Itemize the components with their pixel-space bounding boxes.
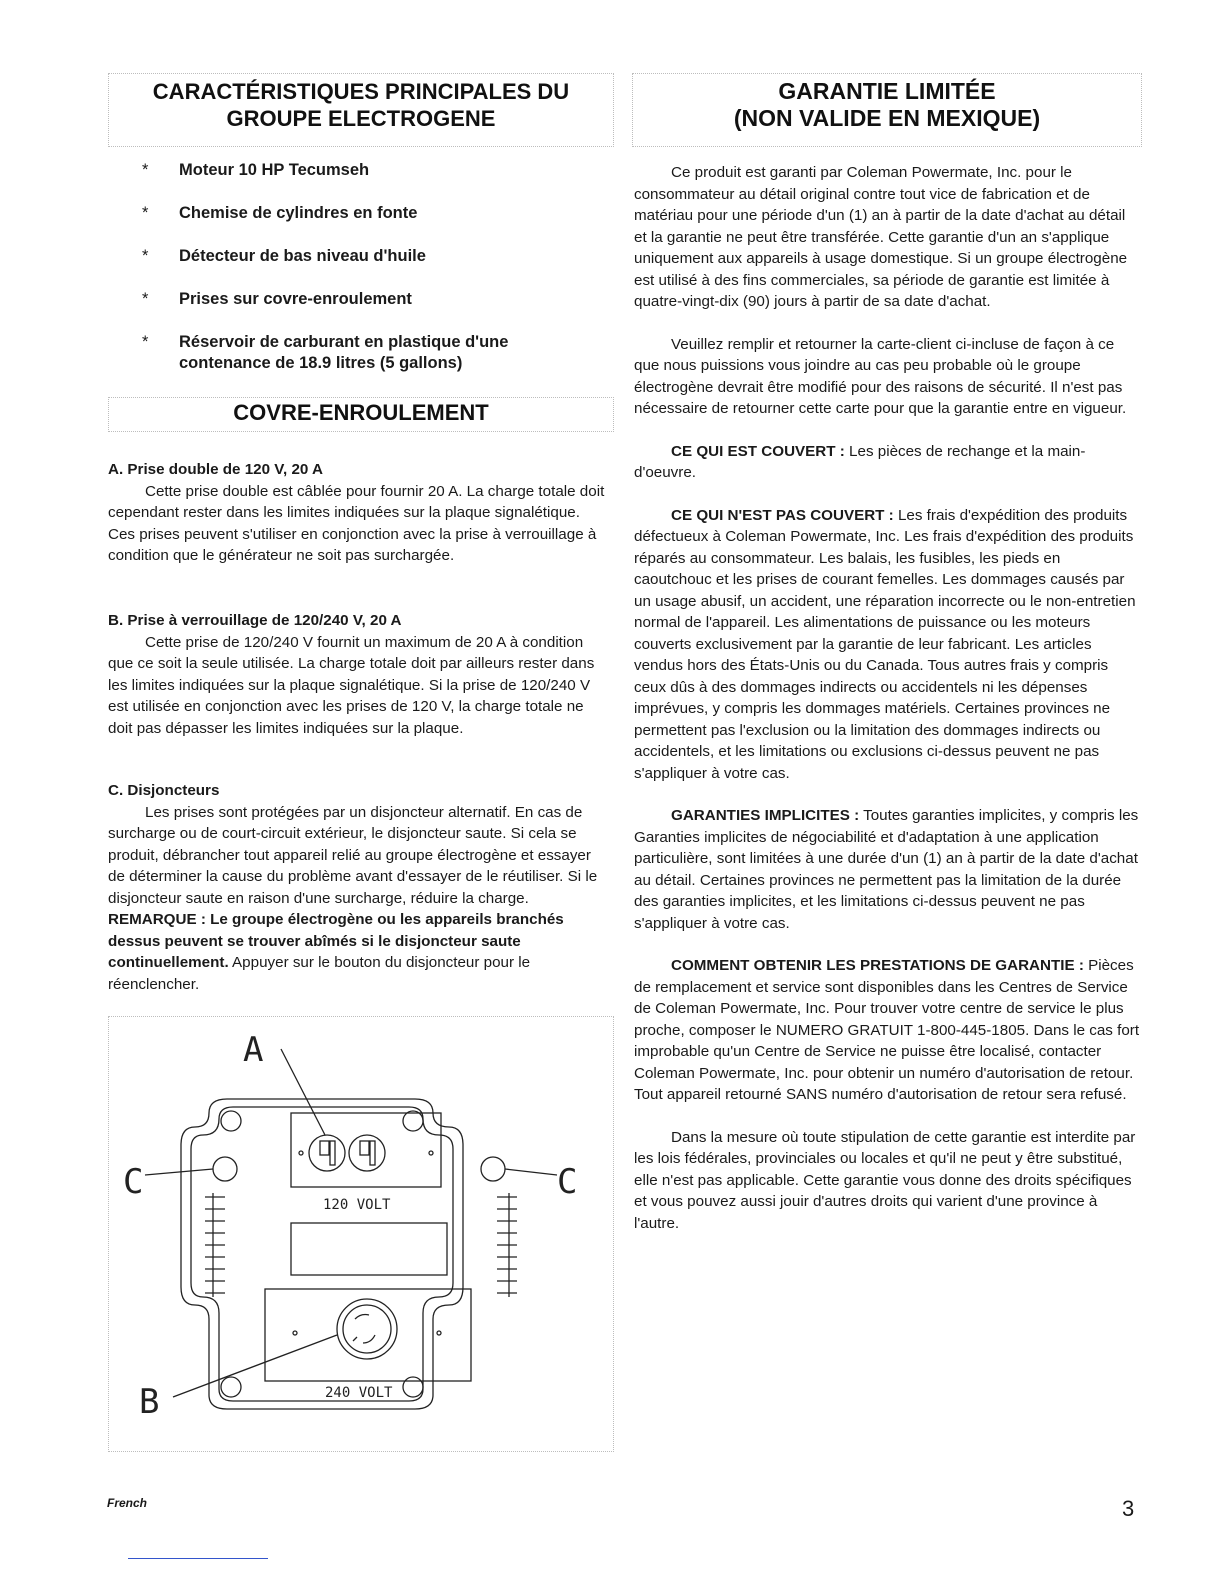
warranty-title-line2: (NON VALIDE EN MEXIQUE) [733, 105, 1041, 131]
feature-text: Chemise de cylindres en fonte [179, 204, 418, 222]
list-item [140, 289, 600, 310]
section-c [108, 780, 610, 995]
warranty-p2: Veuillez remplir et retourner la carte-client ci-incluse de façon à ce que nous puissions vous joindre au cas peu probable où le groupe électrogène devrait être modifié pour des raisons de sécurité. Il n'est pas nécessaire de retourner cette carte pour que la garantie entre en vigueur. [634, 335, 1127, 417]
page-number: 3 [1122, 1496, 1135, 1521]
section-a-heading: A. Prise double de 120 V, 20 A [108, 461, 323, 478]
remarque [108, 909, 610, 995]
bullet-star: * [142, 333, 149, 351]
feature-text: Détecteur de bas niveau d'huile [179, 247, 426, 265]
cover-title: COVRE-ENROULEMENT [233, 400, 489, 425]
section-a [108, 459, 610, 567]
section-b-text: Cette prise de 120/240 V fournit un maximum de 20 A à condition que ce soit la seule utilisée. La charge totale doit par ailleurs rester dans les limites indiquées sur la plaque signalétique. Si la prise de 120/240 V est utilisée en conjonction avec les prises de 120 V, la charge totale ne doit pas dépasser les limites indiquées sur la plaque. [108, 633, 595, 737]
footer-language: French [107, 1496, 148, 1510]
cover-title-box [108, 397, 614, 432]
remarque-bold: REMARQUE : Le groupe électrogène ou les appareils branchés dessus peuvent se trouver abîmés si le disjoncteur saute continuellement. [108, 911, 564, 971]
covered-text: Les pièces de rechange et la main-d'oeuvre. [634, 442, 1086, 481]
features-title-line1: CARACTÉRISTIQUES PRINCIPALES DU [152, 79, 570, 104]
feature-text: Prises sur covre-enroulement [179, 290, 412, 308]
service-label: COMMENT OBTENIR LES PRESTATIONS DE GARANTIE : [671, 957, 1084, 974]
leader-c-right [505, 1169, 557, 1175]
section-c-heading: C. Disjoncteurs [108, 782, 220, 799]
label-240-volt: 240 VOLT [325, 1385, 393, 1401]
panel-inner-outline [191, 1107, 453, 1401]
section-c-text: Les prises sont protégées par un disjoncteur alternatif. En cas de surcharge ou de court-circuit extérieur, le disjoncteur saute. Si cela se produit, débrancher tout appareil relié au groupe électrogène et essayer de déterminer la cause du problème avant d'essayer de le réutiliser. Si le disjoncteur saute en raison d'une surcharge, réduire la charge. [108, 803, 598, 907]
fins-left [205, 1193, 225, 1297]
label-b: B [139, 1382, 160, 1422]
screw-top-right [403, 1111, 423, 1131]
bullet-star: * [142, 161, 149, 179]
warranty-body [634, 162, 1142, 1255]
service-text: Pièces de remplacement et service sont disponibles dans les Centres de Service de Coleman Powermate, Inc. Pour trouver votre centre de service le plus proche, composer le NUMERO GRATUIT 1-800-445-1805. Dans le cas fort improbable qu'un Centre de Service ne puisse être localisé, contacter Coleman Powermate, Inc. pour obtenir un numéro d'autorisation de retour. Tout appareil retourné SANS numéro d'autorisation de retour sera refusé. [634, 957, 1140, 1103]
warranty-p7: Dans la mesure où toute stipulation de cette garantie est interdite par les lois fédérales, provinciales ou locales et qu'il ne peut y être substitué, elle n'est pas applicable. Cette garantie vous donne des droits spécifiques et vous pouvez aussi jouir d'autres droits qui varient d'une province à l'autre. [634, 1128, 1136, 1232]
leader-a [281, 1049, 325, 1135]
screw-bottom-right [403, 1377, 423, 1397]
outlet-diagram-frame [108, 1016, 614, 1452]
covered-label: CE QUI EST COUVERT : [671, 442, 845, 460]
not-covered-text: Les frais d'expédition des produits défectueux à Coleman Powermate, Inc. Les frais d'expédition des produits réparés au consommateur. Les balais, les fusibles, les pieds en caoutchouc et les prises de courant femelles. Les dommages causés par un usage abusif, un accident, une réparation incorrecte ou le non-entretien normal de l'appareil. Les alimentations de puissance ou les moteurs couverts exclusivement par la garantie de leur fabricant. Les articles vendus hors des États-Unis ou du Canada. Tous autres frais y compris ceux dûs à des dommages indirects ou accidentels ni les dépenses imprévues, y compris les dommages matériels. Certaines provinces ne permettent pas l'exclusion ou la limitation des dommages indirects ou accidentels, et les limitations ou exclusions ci-dessus peuvent ne pas s'appliquer à votre cas. [634, 506, 1136, 782]
features-list [140, 160, 600, 396]
leader-b [173, 1335, 337, 1397]
label-a: A [243, 1030, 264, 1070]
screw-bottom-left [221, 1377, 241, 1397]
list-item [140, 246, 600, 267]
features-title-line2: GROUPE ELECTROGENE [226, 106, 496, 131]
feature-text: Réservoir de carburant en plastique d'une contenance de 18.9 litres (5 gallons) [179, 333, 509, 372]
section-a-text: Cette prise double est câblée pour fournir 20 A. La charge totale doit cependant rester dans les limites indiquées sur la plaque signalétique. Ces prises peuvent s'utiliser en conjonction avec la prise à verrouillage à condition que le générateur ne soit pas surchargée. [108, 482, 605, 564]
warranty-p6 [634, 955, 1142, 1106]
bullet-star: * [142, 204, 149, 222]
label-120-volt: 120 VOLT [323, 1197, 391, 1213]
implied-text: Toutes garanties implicites, y compris les Garanties implicites de négociabilité et d'adaptation à une application particulière, sont limitées à une durée d'un (1) an à partir de la date d'achat au détail. Certaines provinces ne permettent pas la limitation de la durée des garanties implicites, et les limitations ci-dessus peuvent ne pas s'appliquer à votre cas. [634, 807, 1139, 932]
implied-label: GARANTIES IMPLICITES : [671, 807, 860, 824]
warranty-p4 [634, 505, 1142, 785]
fins-right [497, 1193, 517, 1297]
list-item [140, 160, 600, 181]
section-b-heading: B. Prise à verrouillage de 120/240 V, 20 A [108, 612, 402, 629]
footer-rule [128, 1558, 268, 1559]
section-b [108, 610, 610, 739]
screw-top-left [221, 1111, 241, 1131]
not-covered-label: CE QUI N'EST PAS COUVERT : [671, 506, 894, 524]
bullet-star: * [142, 247, 149, 265]
warranty-title-line1: GARANTIE LIMITÉE [778, 78, 996, 104]
duplex-plate [291, 1113, 441, 1187]
breaker-right [481, 1157, 505, 1181]
locking-outlet [337, 1299, 397, 1359]
leader-c-left [145, 1169, 213, 1175]
outlet-diagram [109, 1017, 613, 1451]
breaker-left [213, 1157, 237, 1181]
remarque-rest: Appuyer sur le bouton du disjoncteur pour le réenclencher. [108, 954, 531, 993]
label-c-left: C [123, 1162, 144, 1202]
warranty-p5 [634, 805, 1142, 934]
label-window [291, 1223, 447, 1275]
list-item [140, 203, 600, 224]
bullet-star: * [142, 290, 149, 308]
warranty-p3 [634, 441, 1142, 484]
panel-outline [181, 1099, 463, 1409]
list-item [140, 332, 600, 374]
feature-text: Moteur 10 HP Tecumseh [179, 161, 370, 179]
label-c-right: C [557, 1162, 578, 1202]
warranty-title-box [632, 73, 1142, 147]
warranty-p1: Ce produit est garanti par Coleman Powermate, Inc. pour le consommateur au détail original contre tout vice de fabrication et de matériau pour une période d'un (1) an à partir de la date d'achat au détail et la garantie ne peut être transférée. Cette garantie d'un an s'applique uniquement aux appareils à usage domestique. Si un groupe électrogène est utilisé à des fins commerciales, sa période de garantie est limitée à quatre-vingt-dix (90) jours à partir de sa date d'achat. [634, 164, 1128, 310]
features-title-box [108, 73, 614, 147]
